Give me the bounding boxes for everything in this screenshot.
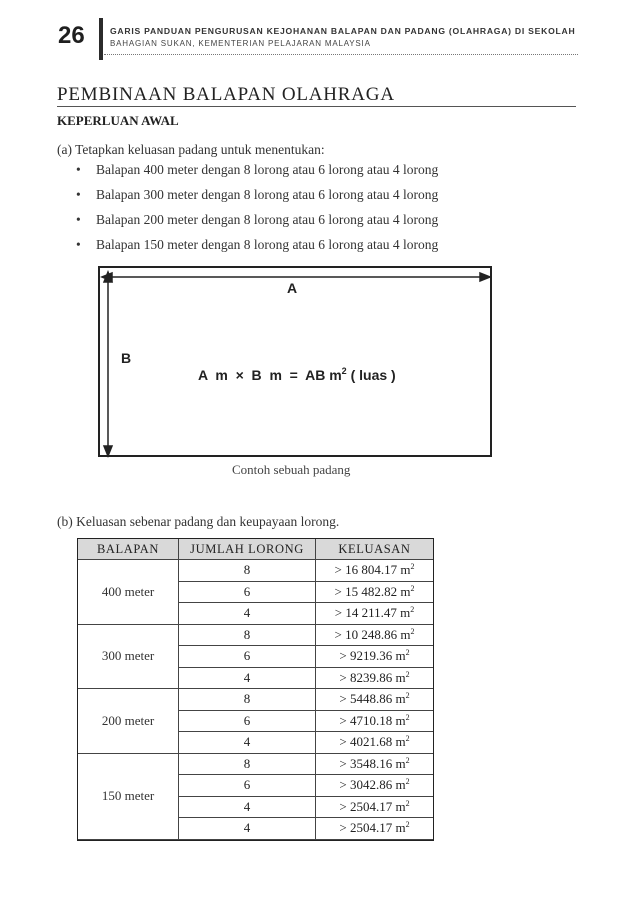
list-item	[76, 162, 438, 178]
lanes-cell: 8	[179, 560, 316, 582]
area-unit: m	[395, 820, 406, 836]
area-value: > 4710.18	[339, 712, 393, 728]
area-table	[77, 538, 434, 840]
dimension-label-b: B	[121, 350, 132, 366]
column-header: JUMLAH LORONG	[179, 539, 316, 560]
area-cell	[316, 689, 434, 711]
list-item	[76, 187, 438, 203]
arrow-right-icon	[480, 273, 490, 281]
area-cell	[316, 775, 434, 797]
area-unit-exponent: 2	[410, 605, 415, 615]
area-value: > 5448.86	[339, 691, 393, 707]
area-unit: m	[400, 626, 411, 642]
area-cell	[316, 581, 434, 603]
lanes-cell: 6	[179, 710, 316, 732]
bullet-icon: •	[76, 237, 81, 252]
lanes-cell: 4	[179, 667, 316, 689]
distance-cell: 200 meter	[78, 689, 179, 754]
column-header: KELUASAN	[316, 539, 434, 560]
section-title-rule	[57, 106, 576, 107]
area-formula: A m × B m = AB $m^2$ ( luas )	[198, 366, 396, 383]
area-unit-exponent: 2	[405, 820, 410, 830]
lanes-cell: 6	[179, 775, 316, 797]
area-value: > 15 482.82	[334, 583, 398, 599]
area-value: > 2504.17	[339, 820, 393, 836]
area-unit-exponent: 2	[405, 798, 410, 808]
table-row	[78, 753, 434, 775]
header-dotted-rule	[104, 54, 578, 55]
lanes-cell: 4	[179, 796, 316, 818]
area-unit: m	[395, 798, 406, 814]
header-subtitle: BAHAGIAN SUKAN, KEMENTERIAN PELAJARAN MALAYSIA	[110, 39, 371, 48]
area-cell	[316, 646, 434, 668]
area-unit-exponent: 2	[405, 648, 410, 658]
area-unit: m	[395, 691, 406, 707]
area-value: > 16 804.17	[334, 562, 398, 578]
area-unit-exponent: 2	[410, 583, 415, 593]
area-cell	[316, 710, 434, 732]
area-unit-exponent: 2	[405, 734, 410, 744]
list-item	[76, 237, 438, 253]
page-number: 26	[58, 22, 85, 49]
list-item-text: Balapan 300 meter dengan 8 lorong atau 6 lorong atau 4 lorong	[96, 187, 439, 202]
lanes-cell: 8	[179, 753, 316, 775]
area-value: > 8239.86	[339, 669, 393, 685]
list-item-text: Balapan 200 meter dengan 8 lorong atau 6 lorong atau 4 lorong	[96, 212, 439, 227]
header-title: GARIS PANDUAN PENGURUSAN KEJOHANAN BALAPAN DAN PADANG (OLAHRAGA) DI SEKOLAH	[110, 26, 576, 36]
area-unit: m	[395, 755, 406, 771]
area-unit-exponent: 2	[405, 777, 410, 787]
area-cell	[316, 732, 434, 754]
bullet-icon: •	[76, 212, 81, 227]
area-unit-exponent: 2	[405, 691, 410, 701]
area-unit-exponent: 2	[405, 712, 410, 722]
list-item	[76, 212, 438, 228]
area-value: > 14 211.47	[334, 605, 397, 621]
list-item-text: Balapan 400 meter dengan 8 lorong atau 6 lorong atau 4 lorong	[96, 162, 439, 177]
dimension-label-a: A	[287, 280, 298, 296]
area-unit: m	[395, 712, 406, 728]
area-cell	[316, 667, 434, 689]
dimension-arrows	[100, 268, 494, 459]
table-row	[78, 689, 434, 711]
lanes-cell: 4	[179, 603, 316, 625]
lanes-cell: 8	[179, 689, 316, 711]
area-unit-exponent: 2	[405, 755, 410, 765]
lanes-cell: 6	[179, 646, 316, 668]
area-value: > 3042.86	[339, 777, 393, 793]
bullet-icon: •	[76, 162, 81, 177]
area-value: > 3548.16	[339, 755, 393, 771]
lanes-cell: 4	[179, 732, 316, 754]
distance-cell: 150 meter	[78, 753, 179, 839]
area-cell	[316, 818, 434, 840]
table-body	[78, 560, 434, 840]
lanes-cell: 4	[179, 818, 316, 840]
area-unit-exponent: 2	[410, 626, 415, 636]
area-value: > 2504.17	[339, 798, 393, 814]
area-value: > 4021.68	[339, 734, 393, 750]
area-unit: m	[400, 605, 411, 621]
area-value: > 10 248.86	[334, 626, 398, 642]
area-cell	[316, 753, 434, 775]
area-unit: m	[395, 648, 406, 664]
distance-cell: 400 meter	[78, 560, 179, 625]
part-b-intro: (b) Keluasan sebenar padang dan keupayaan lorong.	[57, 514, 340, 529]
section-subtitle: KEPERLUAN AWAL	[57, 113, 179, 128]
table-header-row	[78, 539, 434, 560]
area-unit: m	[395, 734, 406, 750]
column-header: BALAPAN	[78, 539, 179, 560]
area-unit-exponent: 2	[410, 562, 415, 572]
section-title: PEMBINAAN BALAPAN OLAHRAGA	[57, 84, 395, 105]
area-cell	[316, 624, 434, 646]
area-unit: m	[395, 777, 406, 793]
bullet-icon: •	[76, 187, 81, 202]
area-value: > 9219.36	[339, 648, 393, 664]
table-row	[78, 560, 434, 582]
lanes-cell: 6	[179, 581, 316, 603]
area-cell	[316, 560, 434, 582]
header-divider-bar	[99, 18, 103, 60]
table-row	[78, 624, 434, 646]
area-unit: m	[395, 669, 406, 685]
area-cell	[316, 603, 434, 625]
part-a-intro: (a) Tetapkan keluasan padang untuk menentukan:	[57, 142, 325, 157]
diagram-caption: Contoh sebuah padang	[232, 462, 351, 477]
distance-cell: 300 meter	[78, 624, 179, 689]
area-unit-exponent: 2	[405, 669, 410, 679]
area-cell	[316, 796, 434, 818]
area-unit: m	[400, 562, 411, 578]
area-unit: m	[400, 583, 411, 599]
lanes-cell: 8	[179, 624, 316, 646]
list-item-text: Balapan 150 meter dengan 8 lorong atau 6 lorong atau 4 lorong	[96, 237, 439, 252]
arrow-down-icon	[104, 446, 112, 456]
